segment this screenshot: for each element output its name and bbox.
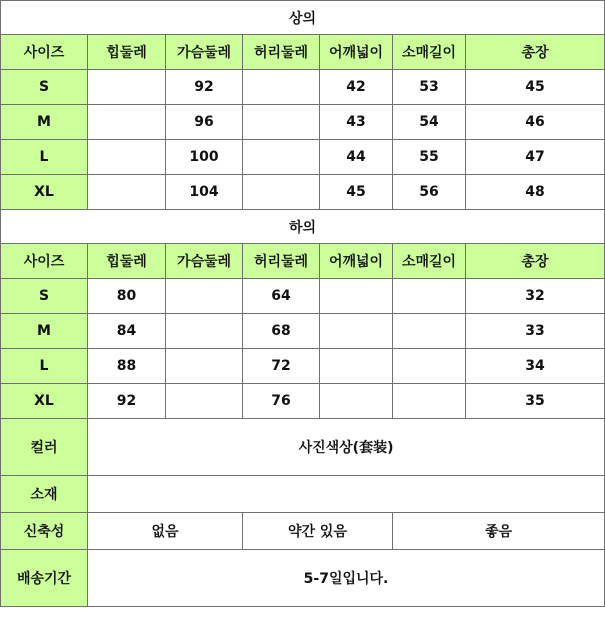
table-row	[1, 105, 605, 140]
material-row	[1, 476, 605, 513]
bottom-section-title-row	[1, 210, 605, 244]
sleeve-cell	[393, 314, 466, 349]
color-value: 사진색상(套装)	[88, 419, 605, 476]
chest-cell: 96	[166, 105, 243, 140]
length-cell: 33	[466, 314, 605, 349]
length-cell: 32	[466, 279, 605, 314]
header-size: 사이즈	[1, 35, 88, 70]
size-cell: M	[1, 105, 88, 140]
shoulder-cell	[320, 349, 393, 384]
shoulder-cell	[320, 314, 393, 349]
color-label: 컬러	[1, 419, 88, 476]
header-waist: 허리둘레	[243, 244, 320, 279]
sleeve-cell	[393, 384, 466, 419]
sleeve-cell: 54	[393, 105, 466, 140]
length-cell: 47	[466, 140, 605, 175]
shipping-value: 5-7일입니다.	[88, 550, 605, 607]
chest-cell: 92	[166, 70, 243, 105]
table-row	[1, 175, 605, 210]
shoulder-cell: 43	[320, 105, 393, 140]
table-row	[1, 349, 605, 384]
header-waist: 허리둘레	[243, 35, 320, 70]
table-row	[1, 140, 605, 175]
stretch-option-some: 약간 있음	[243, 513, 393, 550]
size-cell: L	[1, 349, 88, 384]
chest-cell: 104	[166, 175, 243, 210]
shoulder-cell: 42	[320, 70, 393, 105]
shipping-row	[1, 550, 605, 607]
waist-cell	[243, 70, 320, 105]
waist-cell	[243, 140, 320, 175]
bottom-header-row	[1, 244, 605, 279]
sleeve-cell	[393, 349, 466, 384]
sleeve-cell	[393, 279, 466, 314]
shoulder-cell	[320, 384, 393, 419]
shoulder-cell	[320, 279, 393, 314]
waist-cell: 68	[243, 314, 320, 349]
chest-cell: 100	[166, 140, 243, 175]
table-row	[1, 384, 605, 419]
chest-cell	[166, 314, 243, 349]
header-length: 총장	[466, 244, 605, 279]
stretch-option-none: 없음	[88, 513, 243, 550]
table-row	[1, 279, 605, 314]
size-cell: S	[1, 70, 88, 105]
waist-cell	[243, 105, 320, 140]
hip-cell: 88	[88, 349, 166, 384]
waist-cell: 64	[243, 279, 320, 314]
size-cell: S	[1, 279, 88, 314]
chest-cell	[166, 384, 243, 419]
top-section-title: 상의	[1, 1, 605, 35]
length-cell: 48	[466, 175, 605, 210]
sleeve-cell: 53	[393, 70, 466, 105]
header-chest: 가슴둘레	[166, 244, 243, 279]
header-hip: 힙둘레	[88, 35, 166, 70]
header-hip: 힙둘레	[88, 244, 166, 279]
size-cell: XL	[1, 175, 88, 210]
hip-cell	[88, 175, 166, 210]
top-section-title-row	[1, 1, 605, 35]
shoulder-cell: 45	[320, 175, 393, 210]
sleeve-cell: 56	[393, 175, 466, 210]
chest-cell	[166, 349, 243, 384]
color-row	[1, 419, 605, 476]
header-chest: 가슴둘레	[166, 35, 243, 70]
size-cell: XL	[1, 384, 88, 419]
waist-cell: 72	[243, 349, 320, 384]
length-cell: 46	[466, 105, 605, 140]
stretch-row	[1, 513, 605, 550]
length-cell: 35	[466, 384, 605, 419]
size-cell: L	[1, 140, 88, 175]
size-cell: M	[1, 314, 88, 349]
sleeve-cell: 55	[393, 140, 466, 175]
length-cell: 34	[466, 349, 605, 384]
bottom-section-title: 하의	[1, 210, 605, 244]
header-length: 총장	[466, 35, 605, 70]
header-sleeve: 소매길이	[393, 35, 466, 70]
header-sleeve: 소매길이	[393, 244, 466, 279]
hip-cell	[88, 105, 166, 140]
length-cell: 45	[466, 70, 605, 105]
hip-cell: 92	[88, 384, 166, 419]
hip-cell	[88, 140, 166, 175]
stretch-option-good: 좋음	[393, 513, 605, 550]
material-value	[88, 476, 605, 513]
top-header-row	[1, 35, 605, 70]
header-shoulder: 어깨넓이	[320, 35, 393, 70]
stretch-label: 신축성	[1, 513, 88, 550]
header-shoulder: 어깨넓이	[320, 244, 393, 279]
waist-cell: 76	[243, 384, 320, 419]
hip-cell: 84	[88, 314, 166, 349]
header-size: 사이즈	[1, 244, 88, 279]
waist-cell	[243, 175, 320, 210]
table-row	[1, 314, 605, 349]
material-label: 소재	[1, 476, 88, 513]
hip-cell	[88, 70, 166, 105]
hip-cell: 80	[88, 279, 166, 314]
chest-cell	[166, 279, 243, 314]
shipping-label: 배송기간	[1, 550, 88, 607]
table-row	[1, 70, 605, 105]
shoulder-cell: 44	[320, 140, 393, 175]
